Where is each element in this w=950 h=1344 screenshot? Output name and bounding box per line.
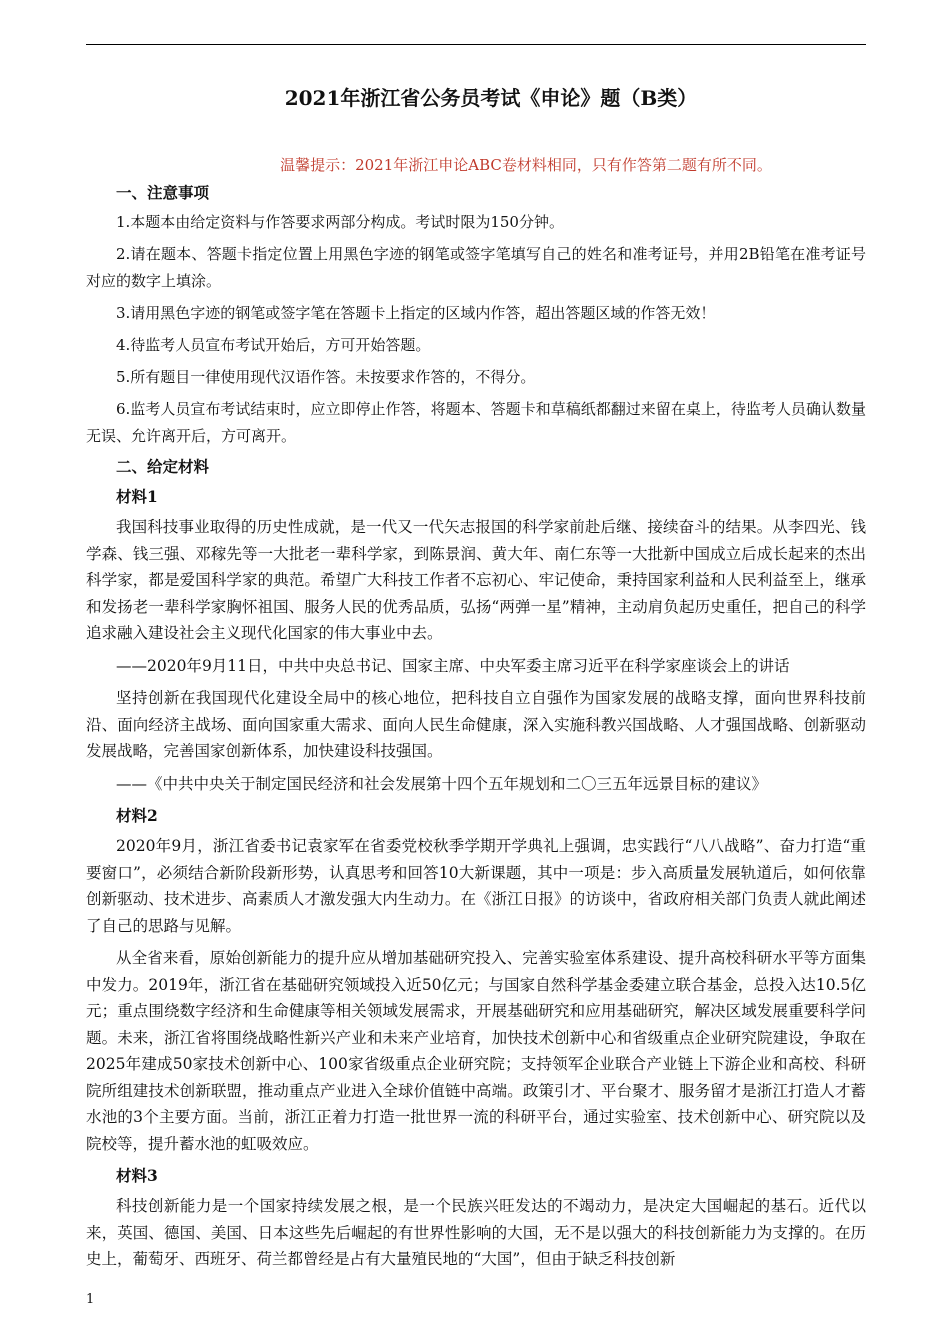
header-rule (86, 44, 866, 45)
page-number: 1 (86, 1292, 95, 1307)
note-item: 3.请用黑色字迹的钢笔或签字笔在答题卡上指定的区域内作答，超出答题区域的作答无效！ (116, 304, 716, 322)
material-1-paragraph: 坚持创新在我国现代化建设全局中的核心地位，把科技自立自强作为国家发展的战略支撑，面向世界科技前沿、面向经济主战场、面向国家重大需求、面向人民生命健康，深入实施科教兴国战略、人才强国战略、创新驱动发展战略，完善国家创新体系，加快建设科技强国。 (86, 689, 866, 760)
material-3-paragraph: 科技创新能力是一个国家持续发展之根，是一个民族兴旺发达的不竭动力，是决定大国崛起的基石。近代以来，英国、德国、美国、日本这些先后崛起的有世界性影响的大国，无不是以强大的科技创新能力为支撑的。在历史上，葡萄牙、西班牙、荷兰都曾经是占有大量殖民地的“大国”，但由于缺乏科技创新 (86, 1197, 866, 1268)
material-1-heading: 材料1 (116, 487, 158, 506)
material-3-heading: 材料3 (116, 1166, 158, 1185)
material-2-paragraph: 2020年9月，浙江省委书记袁家军在省委党校秋季学期开学典礼上强调，忠实践行“八八战略”、奋力打造“重要窗口”，必须结合新阶段新形势，认真思考和回答10大新课题，其中一项是：步入高质量发展轨道后，如何依靠创新驱动、技术进步、高素质人才激发强大内生动力。在《浙江日报》的访谈中，省政府相关部门负责人就此阐述了自己的思路与见解。 (86, 837, 866, 935)
document-title: 2021年浙江省公务员考试《申论》题（B类） (284, 86, 698, 110)
note-item: 6.监考人员宣布考试结束时，应立即停止作答，将题本、答题卡和草稿纸都翻过来留在桌上，待监考人员确认数量无误、允许离开后，方可离开。 (86, 400, 866, 445)
material-1-paragraph: 我国科技事业取得的历史性成就，是一代又一代矢志报国的科学家前赴后继、接续奋斗的结果。从李四光、钱学森、钱三强、邓稼先等一大批老一辈科学家，到陈景润、黄大年、南仁东等一大批新中国成立后成长起来的杰出科学家，都是爱国科学家的典范。希望广大科技工作者不忘初心、牢记使命，秉持国家利益和人民利益至上，继承和发扬老一辈科学家胸怀祖国、服务人民的优秀品质，弘扬“两弹一星”精神，主动肩负起历史重任，把自己的科学追求融入建设社会主义现代化国家的伟大事业中去。 (86, 518, 866, 642)
document-body (86, 84, 866, 1273)
note-item: 4.待监考人员宣布考试开始后，方可开始答题。 (116, 336, 431, 354)
section-heading-notes: 一、注意事项 (116, 183, 210, 202)
material-2-heading: 材料2 (116, 806, 158, 825)
material-2-paragraph: 从全省来看，原始创新能力的提升应从增加基础研究投入、完善实验室体系建设、提升高校科研水平等方面集中发力。2019年，浙江省在基础研究领域投入近50亿元；与国家自然科学基金委建立联合基金，总投入达10.5亿元；重点围绕数字经济和生命健康等相关领域发展需求，开展基础研究和应用基础研究，解决区域发展重要科学问题。未来，浙江省将围绕战略性新兴产业和未来产业培育，加快技术创新中心和省级重点企业研究院建设，争取在2025年建成50家技术创新中心、100家省级重点企业研究院；支持领军企业联合产业链上下游企业和高校、科研院所组建技术创新联盟，推动重点产业进入全球价值链中高端。政策引才、平台聚才、服务留才是浙江打造人才蓄水池的3个主要方面。当前，浙江正着力打造一批世界一流的科研平台，通过实验室、技术创新中心、研究院以及院校等，提升蓄水池的虹吸效应。 (86, 949, 866, 1153)
note-item: 2.请在题本、答题卡指定位置上用黑色字迹的钢笔或签字笔填写自己的姓名和准考证号，并用2B铅笔在准考证号对应的数字上填涂。 (86, 245, 866, 290)
material-1-source: ——《中共中央关于制定国民经济和社会发展第十四个五年规划和二〇三五年远景目标的建议》 (116, 774, 768, 793)
note-item: 5.所有题目一律使用现代汉语作答。未按要求作答的，不得分。 (116, 368, 536, 386)
tip-notice: 温馨提示：2021年浙江申论ABC卷材料相同，只有作答第二题有所不同。 (280, 156, 772, 174)
section-heading-materials: 二、给定材料 (116, 457, 210, 476)
note-item: 1.本题本由给定资料与作答要求两部分构成。考试时限为150分钟。 (116, 213, 564, 231)
material-1-source: ——2020年9月11日，中共中央总书记、国家主席、中央军委主席习近平在科学家座谈会上的讲话 (116, 656, 790, 675)
